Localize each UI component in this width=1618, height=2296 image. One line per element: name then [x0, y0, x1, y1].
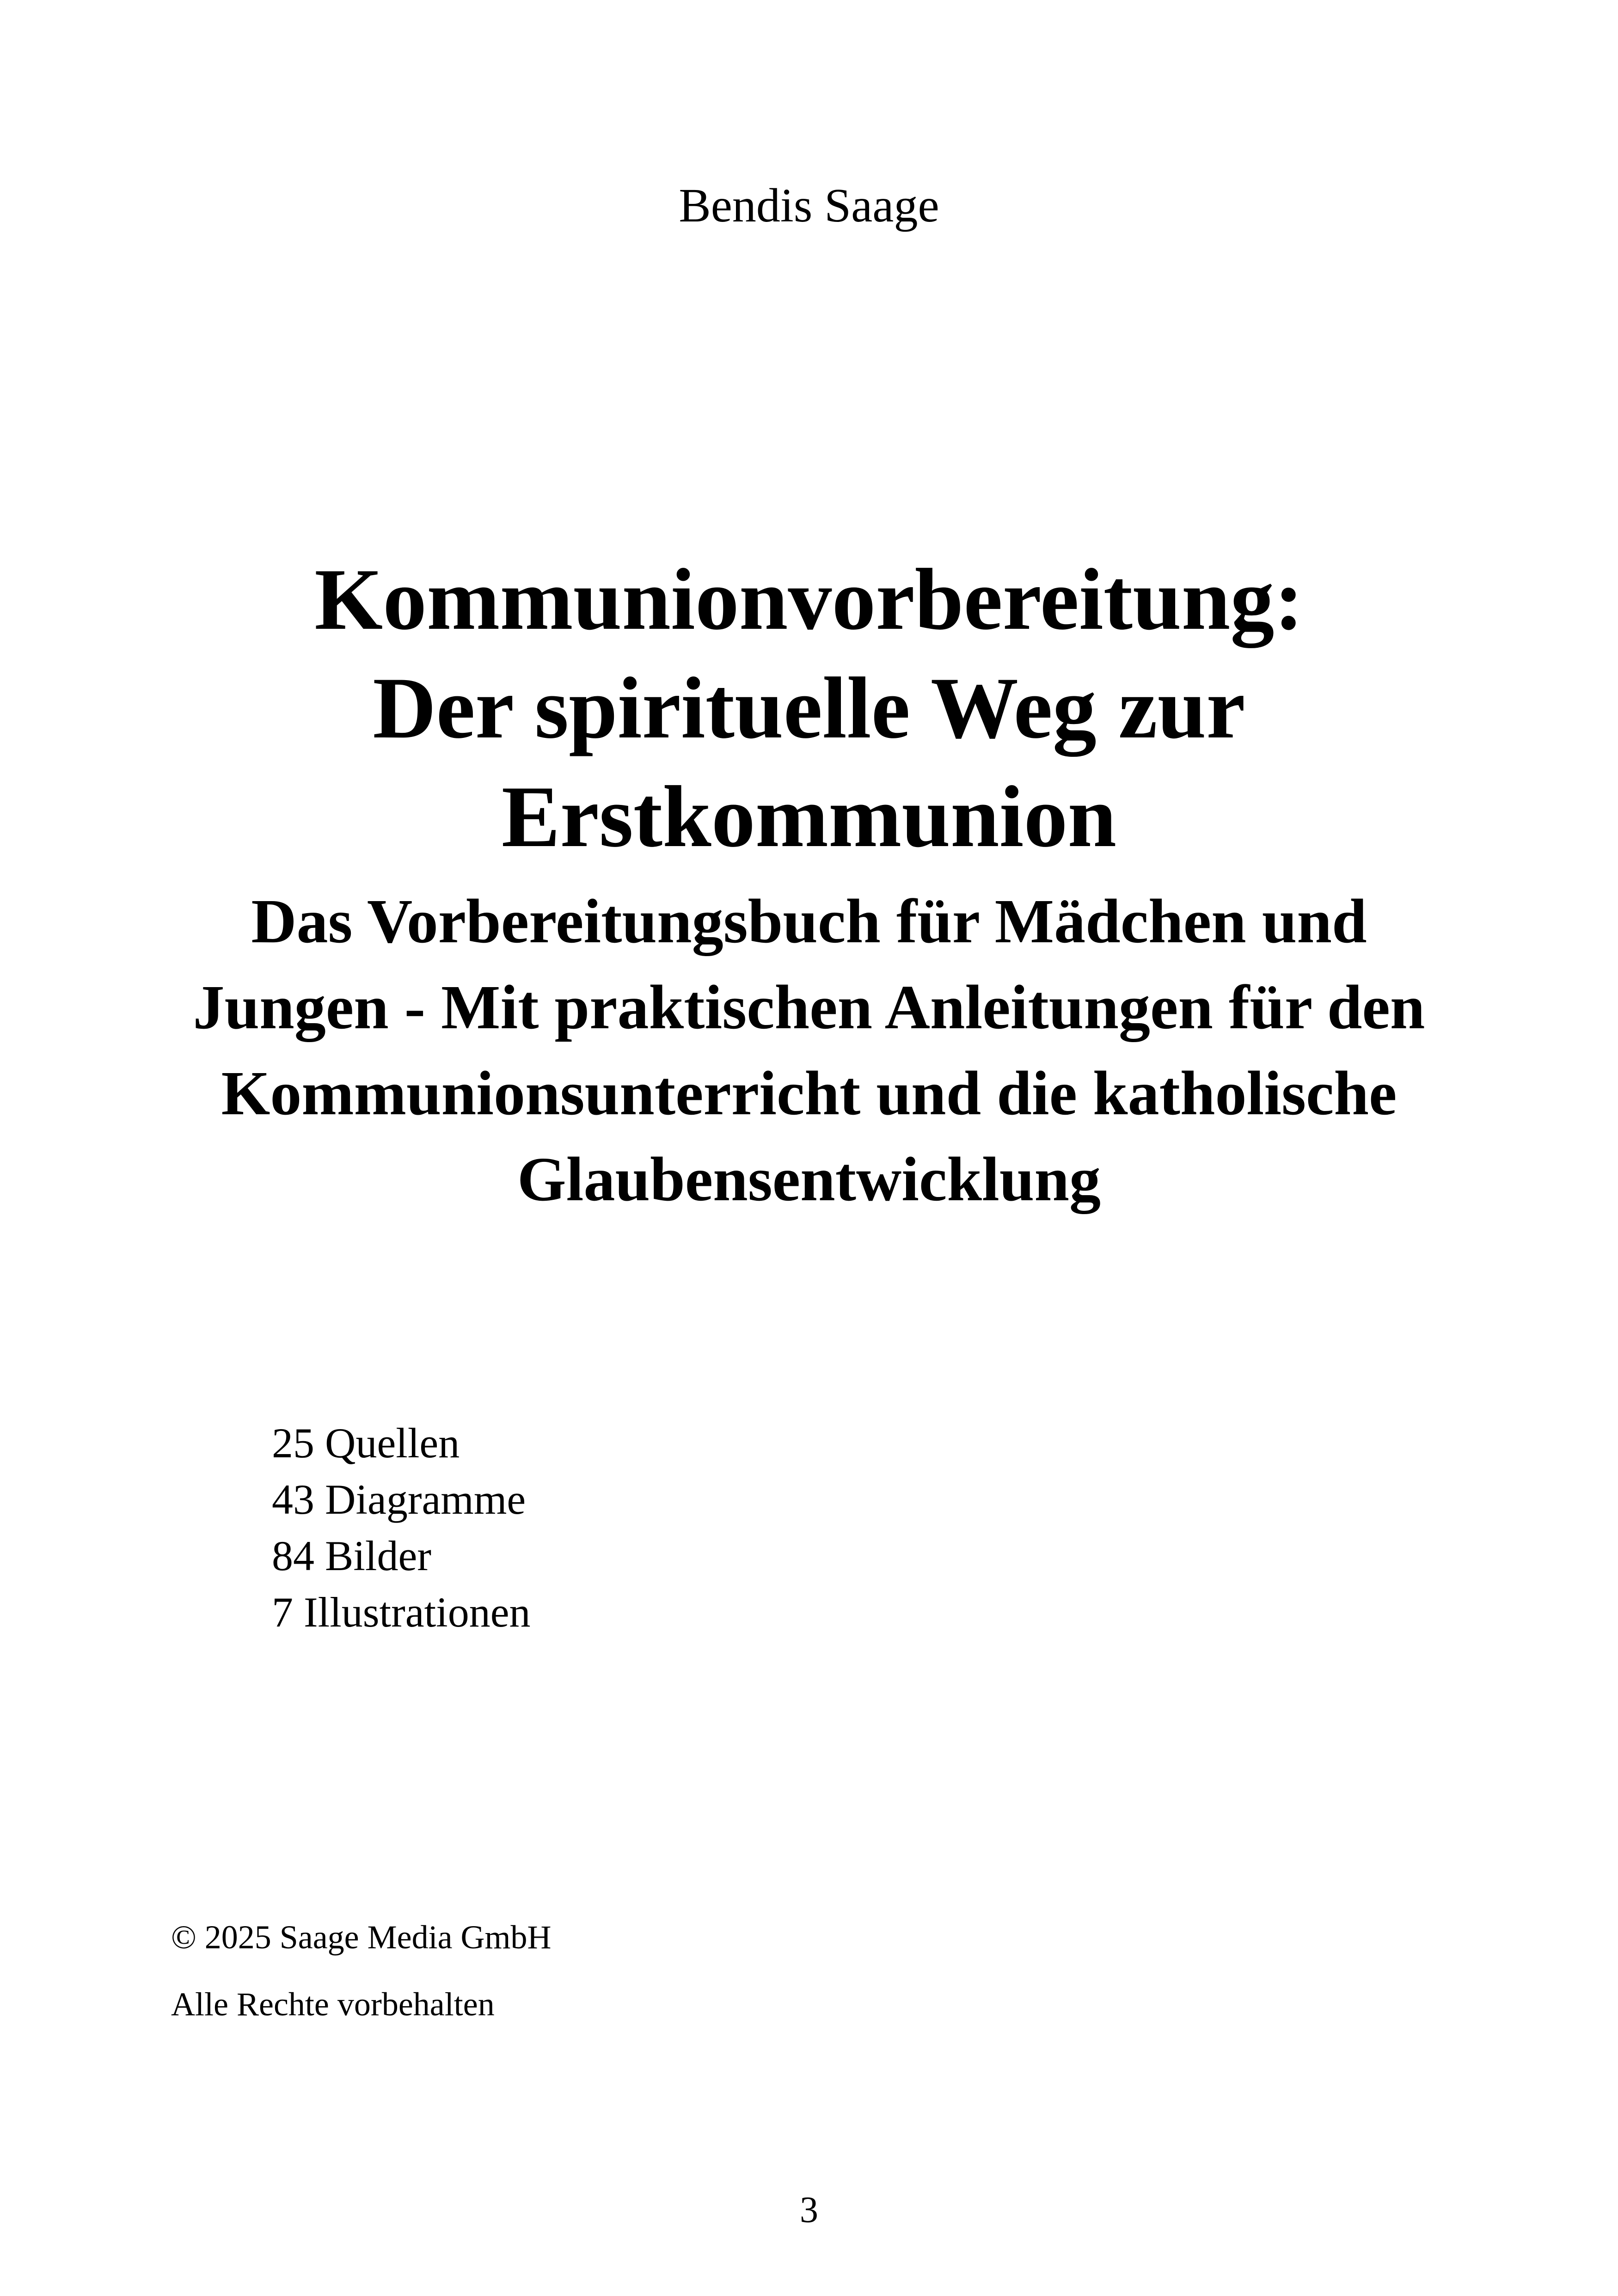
subtitle-line: Glaubensentwicklung: [517, 1145, 1101, 1214]
subtitle-line: Jungen - Mit praktischen Anleitungen für den: [193, 973, 1425, 1042]
book-subtitle: [116, 878, 1502, 1222]
stat-images: 84 Bilder: [272, 1532, 431, 1579]
rights-notice: Alle Rechte vorbehalten: [171, 1986, 495, 2023]
subtitle-line: Das Vorbereitungsbuch für Mädchen und: [251, 887, 1367, 956]
stat-diagrams: 43 Diagramme: [272, 1476, 526, 1523]
subtitle-line: Kommunionsunterricht und die katholische: [221, 1059, 1397, 1128]
copyright-notice: © 2025 Saage Media GmbH: [171, 1919, 552, 1956]
author-name: Bendis Saage: [679, 179, 939, 232]
book-title: [69, 546, 1549, 872]
content-stats-list: [272, 1415, 531, 1640]
title-line: Der spirituelle Weg zur: [373, 660, 1245, 757]
title-line: Kommunionvorbereitung:: [314, 551, 1304, 648]
stat-sources: 25 Quellen: [272, 1419, 460, 1467]
stat-illustrations: 7 Illustrationen: [272, 1589, 531, 1636]
page-number: 3: [800, 2190, 818, 2230]
title-line: Erstkommunion: [501, 768, 1117, 866]
